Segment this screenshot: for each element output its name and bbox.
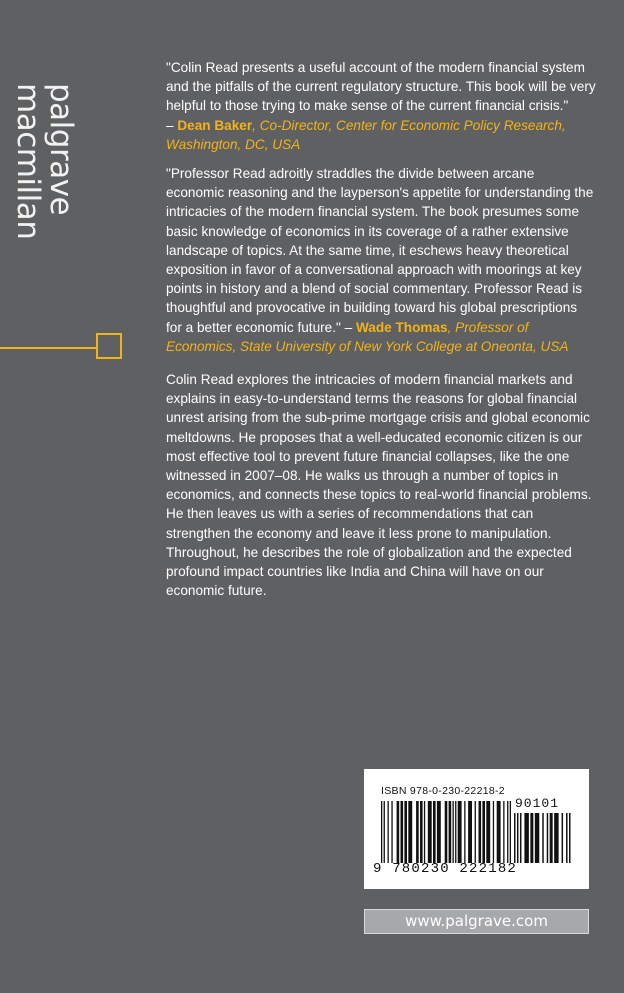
quote-text: "Colin Read presents a useful account of the modern financial system and the pitfalls of the current regulatory structure. This book will be very helpful to those trying to make sense of the current financial crisis."	[166, 60, 596, 114]
barcode-bar	[453, 801, 454, 863]
ean-digits: 9 780230 222182	[373, 861, 518, 877]
endorsement-quote-1	[166, 58, 596, 154]
quote-affiliation: , Professor of Economics, State University of New York College at Oneonta, USA	[166, 319, 569, 354]
quote-dash: –	[340, 319, 356, 335]
barcode-bar	[420, 801, 423, 863]
barcode-bar	[517, 813, 518, 863]
barcode-bar	[497, 801, 501, 863]
barcode-bar	[408, 801, 412, 863]
barcode-bar	[424, 801, 425, 863]
barcode-bar	[388, 801, 389, 863]
addon-code: 90101	[515, 796, 560, 811]
palgrave-macmillan-logo	[0, 83, 77, 239]
quote-text: "Professor Read adroitly straddles the divide between arcane economic reasoning and the layperson's appetite for understanding the intricacies of the modern financial system. The book presumes some basic knowledge of economics in its coverage of a rather extensive landscape of topics. At the same time, it eschews heavy theoretical exposition in favor of a conversational approach with moorings at key points in history and a blend of social commentary. Professor Read is thoughtful and provocative in building toward his global prescriptions for a better economic future."	[166, 166, 594, 335]
barcode-bar	[455, 801, 456, 863]
description-text: Colin Read explores the intricacies of modern financial markets and explains in easy-to-understand terms the reasons for global financial unrest arising from the sub-prime mortgage crisis and global economic meltdowns. He proposes that a well-educated economic citizen is our most effective tool to prevent future financial collapses, like the one witnessed in 2007–08. He walks us through a number of topics in economics, and connects these topics to real-world financial problems. He then leaves us with a series of recommendations that can strengthen the economy and leave it less prone to manipulation. Throughout, he describes the role of globalization and the expected profound impact countries like India and China will have on our economic future.	[166, 372, 592, 599]
ean-barcode-bars	[381, 801, 511, 863]
barcode-bar	[445, 801, 448, 863]
barcode-bar	[562, 813, 563, 863]
isbn-label: ISBN 978-0-230-22218-2	[381, 785, 505, 797]
barcode-bar	[428, 801, 432, 863]
endorsement-quote-2	[166, 164, 596, 356]
addon-barcode-bars	[514, 813, 572, 863]
barcode-bar	[493, 801, 494, 863]
barcode-bar	[458, 801, 462, 863]
barcode-bar	[433, 801, 436, 863]
barcode-bar	[550, 813, 553, 863]
barcode-bar	[514, 813, 515, 863]
quote-author: Dean Baker	[177, 117, 253, 133]
barcode-bar	[397, 801, 400, 863]
barcode-bar	[449, 801, 452, 863]
barcode-bar	[547, 813, 548, 863]
accent-rule	[0, 347, 97, 349]
barcode-bar	[468, 801, 472, 863]
book-description	[166, 370, 596, 600]
barcode-bar	[381, 801, 382, 863]
quote-author: Wade Thomas	[355, 319, 448, 335]
barcode-bar	[475, 801, 476, 863]
quote-affiliation: , Co-Director, Center for Economic Policy Research, Washington, DC, USA	[166, 117, 566, 152]
barcode-bar	[535, 813, 539, 863]
barcode-bar	[486, 801, 490, 863]
barcode-bar	[404, 801, 407, 863]
barcode-bar	[384, 801, 385, 863]
barcode-bar	[503, 801, 504, 863]
barcode-bar	[542, 813, 543, 863]
barcode-bar	[569, 813, 570, 863]
barcode-bar	[437, 801, 441, 863]
isbn-barcode	[364, 769, 589, 889]
barcode-bar	[530, 813, 533, 863]
logo-line-macmillan: macmillan	[10, 83, 46, 240]
barcode-bar	[391, 801, 392, 863]
barcode-bar	[524, 813, 528, 863]
barcode-bar	[482, 801, 485, 863]
barcode-bar	[479, 801, 482, 863]
barcode-bar	[464, 801, 465, 863]
barcode-bar	[554, 813, 558, 863]
barcode-bar	[510, 801, 511, 863]
accent-square	[96, 333, 122, 359]
publisher-url[interactable]: www.palgrave.com	[364, 909, 589, 934]
logo-line-palgrave: palgrave	[43, 83, 79, 216]
barcode-bar	[520, 813, 521, 863]
barcode-bar	[401, 801, 404, 863]
barcode-bar	[566, 813, 567, 863]
quote-dash: –	[166, 117, 178, 133]
barcode-bar	[507, 801, 508, 863]
barcode-bar	[416, 801, 419, 863]
